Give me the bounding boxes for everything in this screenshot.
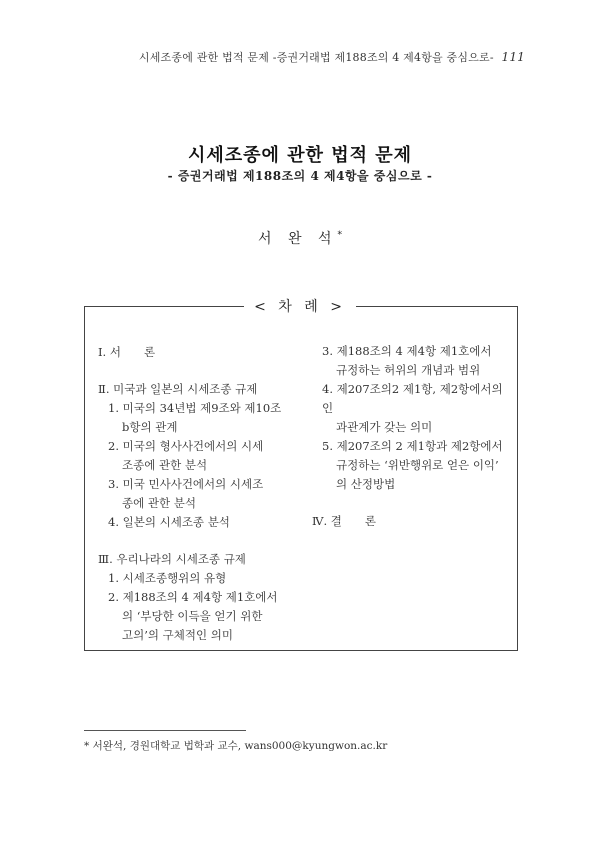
author-name: 서 완 석 xyxy=(258,231,338,247)
toc-entry-continuation[interactable]: 의 산정방법 xyxy=(336,477,396,491)
article-title: 시세조종에 관한 법적 문제 xyxy=(187,145,413,166)
toc-heading-label: < 차 례 > xyxy=(244,299,356,315)
toc-subsection-entry[interactable]: 3. 미국 민사사건에서의 시세조 xyxy=(108,477,264,491)
toc-subsection-entry[interactable]: 2. 제188조의 4 제4항 제1호에서 xyxy=(108,590,278,604)
toc-left-column xyxy=(98,343,298,645)
toc-subsection-entry[interactable]: 2. 미국의 형사사건에서의 시세 xyxy=(108,439,264,453)
toc-entry-continuation[interactable]: 과관계가 갖는 의미 xyxy=(336,420,433,434)
toc-spacer xyxy=(312,494,512,512)
author-footnote-mark: * xyxy=(337,230,342,241)
toc-entry-continuation[interactable]: 고의’의 구체적인 의미 xyxy=(122,628,233,642)
footnote-divider xyxy=(84,730,246,731)
toc-right-column xyxy=(312,342,512,531)
toc-entry-continuation[interactable]: 종에 관한 분석 xyxy=(122,496,196,510)
toc-subsection-entry[interactable]: 4. 제207조의2 제1항, 제2항에서의 인 xyxy=(322,382,503,415)
toc-section-entry[interactable]: Ⅰ. 서 론 xyxy=(98,345,156,359)
footnote: * 서완석, 경원대학교 법학과 교수, wans000@kyungwon.ac.kr xyxy=(84,740,388,752)
toc-entry-continuation[interactable]: 규정하는 ‘위반행위로 얻은 이익’ xyxy=(336,458,499,472)
running-title: 시세조종에 관한 법적 문제 -증권거래법 제188조의 4 제4항을 중심으로- xyxy=(138,51,494,64)
article-subtitle: - 증권거래법 제188조의 4 제4항을 중심으로 - xyxy=(167,169,433,183)
toc-section-entry[interactable]: Ⅲ. 우리나라의 시세조종 규제 xyxy=(98,552,246,566)
toc-subsection-entry[interactable]: 1. 시세조종행위의 유형 xyxy=(108,571,227,585)
toc-entry-continuation[interactable]: 조종에 관한 분석 xyxy=(122,458,208,472)
toc-subsection-entry[interactable]: 5. 제207조의 2 제1항과 제2항에서 xyxy=(322,439,503,453)
author-line xyxy=(0,228,600,248)
toc-heading xyxy=(0,296,600,316)
toc-spacer xyxy=(98,362,298,380)
toc-entry-continuation[interactable]: 규정하는 허위의 개념과 범위 xyxy=(336,363,481,377)
running-header xyxy=(139,49,525,65)
toc-entry-continuation[interactable]: 의 ‘부당한 이득을 얻기 위한 xyxy=(122,609,263,623)
toc-entry-continuation[interactable]: b항의 관계 xyxy=(122,420,178,434)
toc-subsection-entry[interactable]: 1. 미국의 34년법 제9조와 제10조 xyxy=(108,401,282,415)
page-number: 111 xyxy=(501,50,525,64)
toc-section-entry[interactable]: Ⅳ. 결 론 xyxy=(312,514,377,528)
toc-section-entry[interactable]: Ⅱ. 미국과 일본의 시세조종 규제 xyxy=(98,382,258,396)
toc-subsection-entry[interactable]: 4. 일본의 시세조종 분석 xyxy=(108,515,230,529)
toc-spacer xyxy=(98,532,298,550)
toc-subsection-entry[interactable]: 3. 제188조의 4 제4항 제1호에서 xyxy=(322,344,492,358)
